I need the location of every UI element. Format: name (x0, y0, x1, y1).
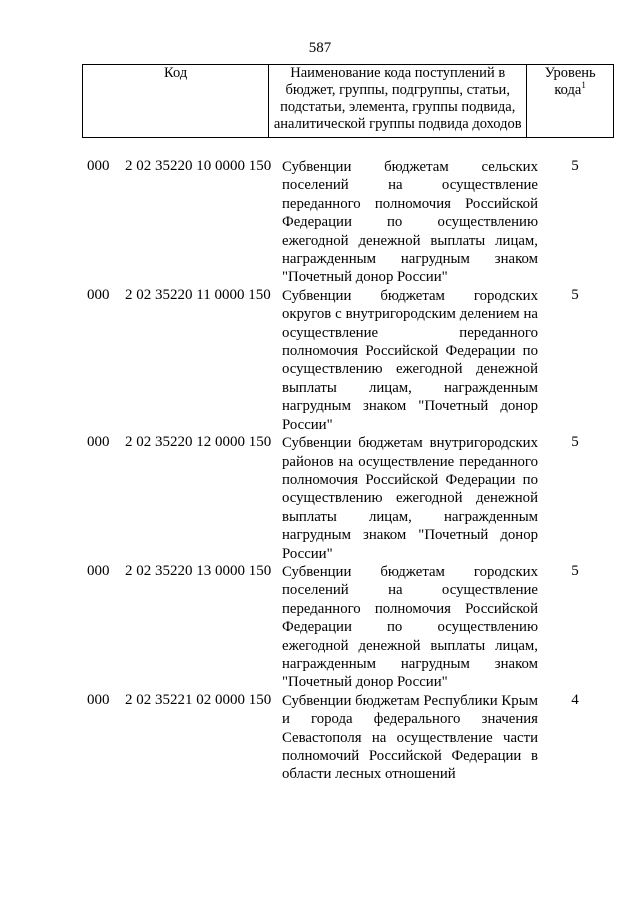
table-row (0, 563, 640, 692)
revenue-name: Субвенции бюджетам городских округов с внутригородским делением на осуществление переданного полномочия Российской Федерации по осуществлению ежегодной денежной выплаты лицам, награжденным нагрудным знаком "Почетный донор России" (282, 287, 538, 433)
revenue-code: 2 02 35221 02 0000 150 (125, 691, 272, 708)
table-body (0, 158, 640, 784)
header-level-label: Уровень кода (544, 65, 596, 98)
header-code: Код (83, 65, 269, 138)
admin-code: 000 (87, 562, 110, 579)
header-level (527, 65, 614, 138)
header-level-footnote: 1 (581, 80, 586, 91)
header-name: Наименование кода поступлений в бюджет, группы, подгруппы, статьи, подстатьи, элемента, группы подвида, аналитической группы подвида доходов (269, 65, 527, 138)
table-row (0, 287, 640, 434)
revenue-code: 2 02 35220 11 0000 150 (125, 286, 271, 303)
table-row (0, 158, 640, 287)
code-level: 5 (571, 286, 579, 303)
revenue-code: 2 02 35220 13 0000 150 (125, 562, 272, 579)
admin-code: 000 (87, 158, 110, 174)
revenue-code: 2 02 35220 12 0000 150 (125, 434, 272, 451)
revenue-name: Субвенции бюджетам Республики Крым и города федерального значения Севастополя на осуществление части полномочий Российской Федерации в области лесных отношений (282, 692, 538, 783)
page-number: 587 (308, 40, 332, 56)
admin-code: 000 (87, 434, 110, 451)
revenue-name: Субвенции бюджетам внутригородских районов на осуществление переданного полномочия Российской Федерации по осуществлению ежегодной денежной выплаты лицам, награжденным нагрудным знаком "Почетный донор России" (282, 435, 538, 562)
code-level: 5 (571, 562, 579, 579)
code-level: 5 (571, 158, 579, 174)
admin-code: 000 (87, 286, 110, 303)
revenue-name: Субвенции бюджетам городских поселений на осуществление переданного полномочия Российской Федерации по осуществлению ежегодной денежной выплаты лицам, награжденным нагрудным знаком "Почетный донор России" (282, 563, 538, 691)
code-level: 5 (571, 434, 579, 451)
table-header (82, 64, 614, 138)
code-level: 4 (571, 691, 579, 708)
revenue-name: Субвенции бюджетам сельских поселений на осуществление переданного полномочия Российской Федерации по осуществлению ежегодной денежной выплаты лицам, награжденным нагрудным знаком "Почетный донор России" (282, 159, 538, 286)
table-row (0, 434, 640, 563)
revenue-code: 2 02 35220 10 0000 150 (125, 158, 272, 174)
admin-code: 000 (87, 691, 110, 708)
table-row (0, 692, 640, 784)
